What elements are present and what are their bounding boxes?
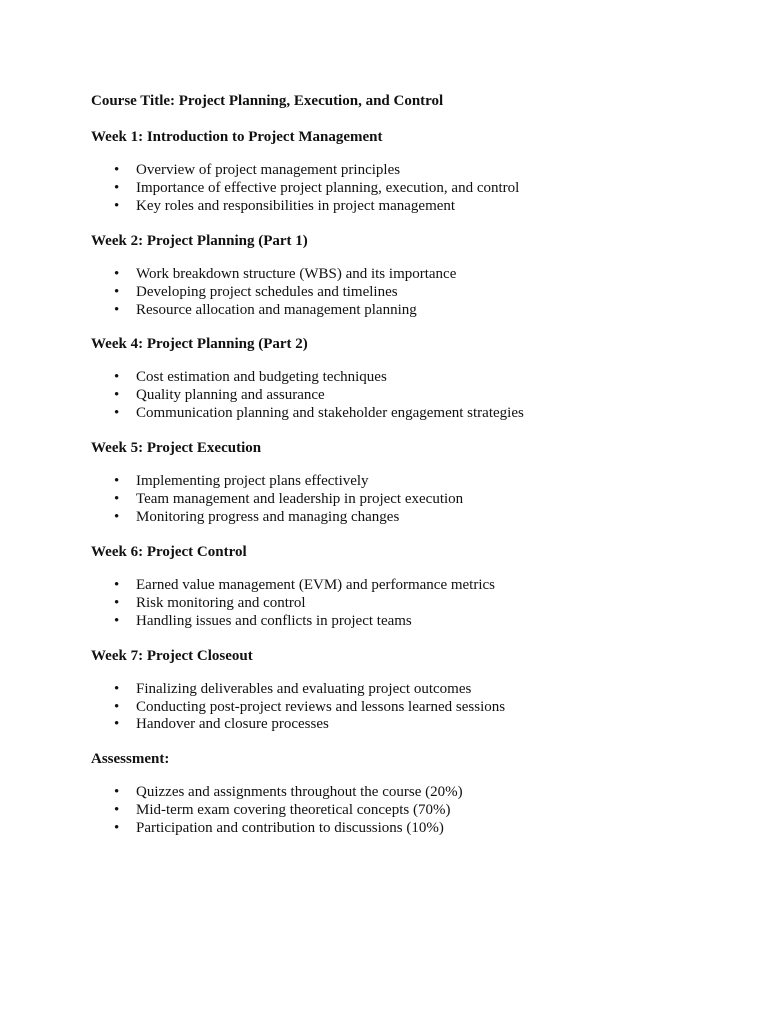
list-item bbox=[91, 613, 731, 631]
list-item-text: Communication planning and stakeholder engagement strategies bbox=[136, 405, 524, 422]
bullet-icon: • bbox=[114, 405, 120, 422]
bullet-list bbox=[91, 369, 731, 423]
bullet-icon: • bbox=[114, 265, 120, 282]
bullet-list bbox=[91, 473, 731, 527]
list-item-text: Risk monitoring and control bbox=[136, 594, 306, 611]
bullet-icon: • bbox=[114, 680, 120, 697]
list-item-text: Handling issues and conflicts in project teams bbox=[136, 612, 412, 629]
bullet-icon: • bbox=[114, 508, 120, 525]
list-item-text: Developing project schedules and timelines bbox=[136, 283, 398, 300]
list-item bbox=[91, 162, 731, 180]
bullet-list bbox=[91, 784, 731, 838]
bullet-icon: • bbox=[114, 473, 120, 490]
bullet-icon: • bbox=[114, 820, 120, 837]
bullet-icon: • bbox=[114, 612, 120, 629]
bullet-icon: • bbox=[114, 491, 120, 508]
bullet-icon: • bbox=[114, 301, 120, 318]
bullet-icon: • bbox=[114, 283, 120, 300]
list-item-text: Monitoring progress and managing changes bbox=[136, 508, 400, 525]
bullet-icon: • bbox=[114, 802, 120, 819]
bullet-icon: • bbox=[114, 576, 120, 593]
list-item bbox=[91, 699, 731, 717]
list-item-text: Team management and leadership in project execution bbox=[136, 491, 464, 508]
list-item bbox=[91, 473, 731, 491]
bullet-icon: • bbox=[114, 387, 120, 404]
list-item bbox=[91, 266, 731, 284]
bullet-icon: • bbox=[114, 594, 120, 611]
bullet-list bbox=[91, 577, 731, 631]
list-item-text: Mid-term exam covering theoretical concepts (70%) bbox=[136, 802, 451, 819]
section-week-6 bbox=[91, 541, 731, 631]
list-item bbox=[91, 302, 731, 320]
list-item-text: Work breakdown structure (WBS) and its importance bbox=[136, 265, 457, 282]
list-item-text: Implementing project plans effectively bbox=[136, 473, 369, 490]
list-item bbox=[91, 491, 731, 509]
list-item bbox=[91, 784, 731, 802]
document-page bbox=[91, 90, 731, 852]
list-item bbox=[91, 198, 731, 216]
bullet-icon: • bbox=[114, 162, 120, 178]
bullet-list bbox=[91, 266, 731, 320]
section-heading: Week 7: Project Closeout bbox=[91, 647, 253, 664]
list-item bbox=[91, 387, 731, 405]
section-heading: Week 1: Introduction to Project Management bbox=[91, 129, 383, 145]
list-item-text: Cost estimation and budgeting techniques bbox=[136, 369, 387, 386]
list-item-text: Participation and contribution to discussions (10%) bbox=[136, 820, 444, 837]
list-item-text: Quality planning and assurance bbox=[136, 387, 325, 404]
list-item bbox=[91, 595, 731, 613]
list-item-text: Finalizing deliverables and evaluating project outcomes bbox=[136, 680, 472, 697]
bullet-icon: • bbox=[114, 197, 120, 214]
list-item-text: Earned value management (EVM) and performance metrics bbox=[136, 576, 496, 593]
section-week-4 bbox=[91, 333, 731, 423]
list-item bbox=[91, 681, 731, 699]
section-heading: Week 2: Project Planning (Part 1) bbox=[91, 232, 308, 249]
bullet-icon: • bbox=[114, 369, 120, 386]
course-title: Course Title: Project Planning, Execution, and Control bbox=[91, 93, 444, 109]
bullet-icon: • bbox=[114, 784, 120, 801]
list-item-text: Handover and closure processes bbox=[136, 716, 329, 733]
list-item bbox=[91, 405, 731, 423]
list-item-text: Overview of project management principles bbox=[136, 162, 401, 178]
bullet-icon: • bbox=[114, 716, 120, 733]
section-week-1 bbox=[91, 126, 731, 216]
list-item-text: Importance of effective project planning, execution, and control bbox=[136, 179, 520, 196]
list-item-text: Key roles and responsibilities in project management bbox=[136, 197, 456, 214]
list-item bbox=[91, 284, 731, 302]
bullet-icon: • bbox=[114, 179, 120, 196]
bullet-list bbox=[91, 162, 731, 216]
list-item bbox=[91, 180, 731, 198]
section-heading: Assessment: bbox=[91, 751, 170, 768]
list-item bbox=[91, 577, 731, 595]
list-item bbox=[91, 509, 731, 527]
list-item-text: Conducting post-project reviews and lessons learned sessions bbox=[136, 698, 506, 715]
section-assessment bbox=[91, 748, 731, 838]
list-item-text: Quizzes and assignments throughout the course (20%) bbox=[136, 784, 463, 801]
section-week-7 bbox=[91, 645, 731, 735]
list-item bbox=[91, 716, 731, 734]
section-heading: Week 5: Project Execution bbox=[91, 440, 262, 457]
section-heading: Week 4: Project Planning (Part 2) bbox=[91, 336, 308, 353]
list-item-text: Resource allocation and management planning bbox=[136, 301, 417, 318]
bullet-icon: • bbox=[114, 698, 120, 715]
list-item bbox=[91, 802, 731, 820]
bullet-list bbox=[91, 681, 731, 735]
section-week-5 bbox=[91, 437, 731, 527]
list-item bbox=[91, 820, 731, 838]
list-item bbox=[91, 369, 731, 387]
section-heading: Week 6: Project Control bbox=[91, 543, 247, 560]
section-week-2 bbox=[91, 230, 731, 320]
